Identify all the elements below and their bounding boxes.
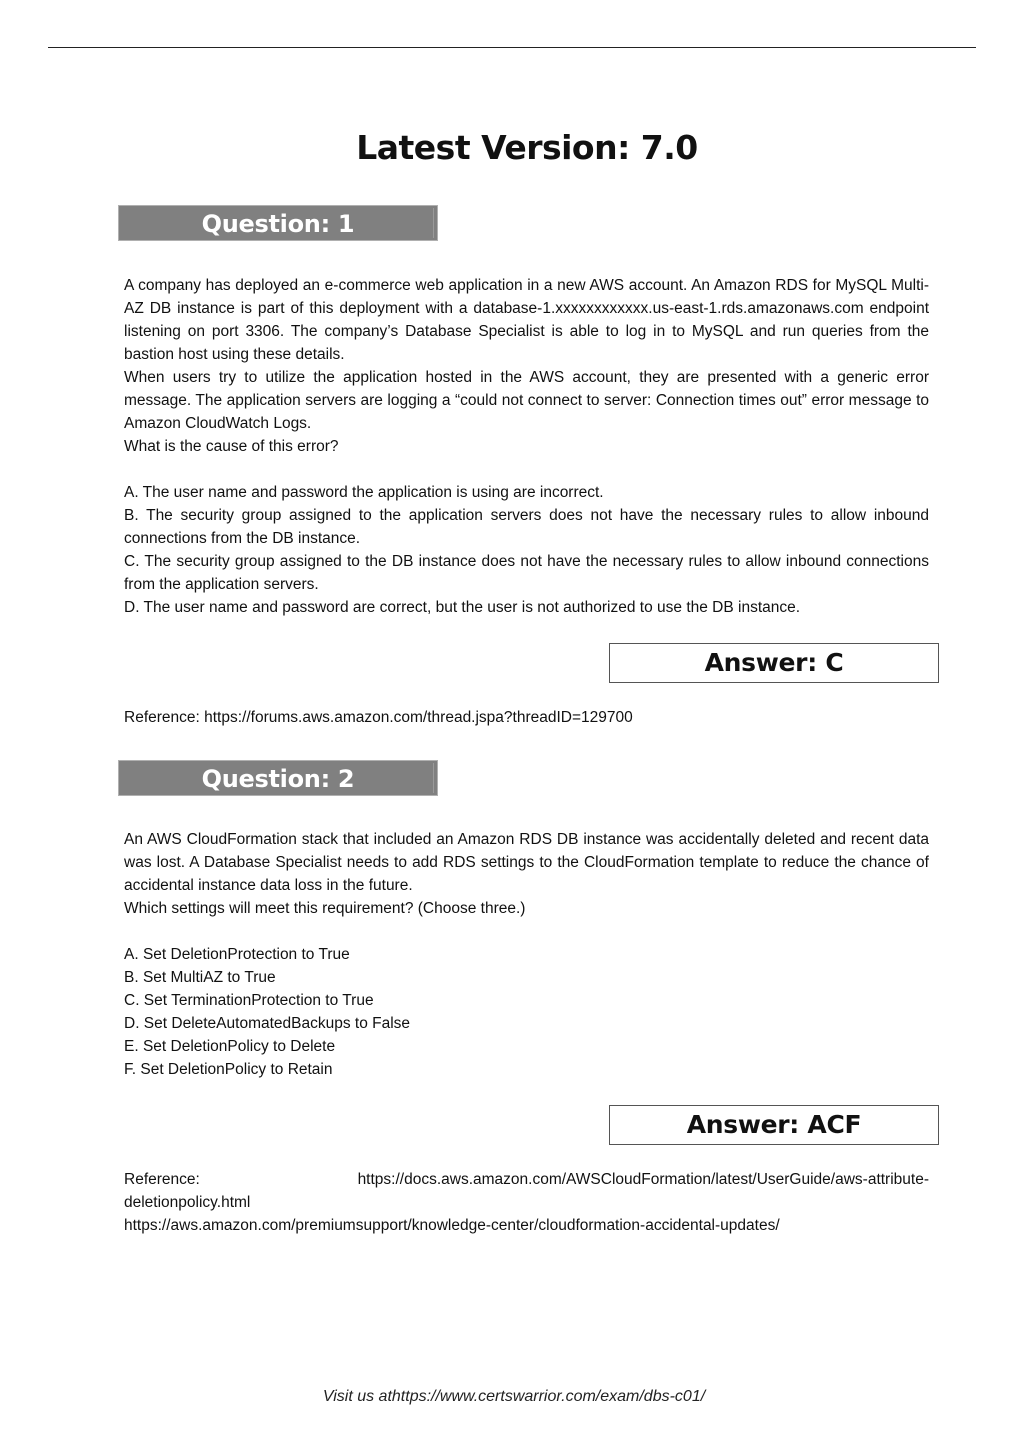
question-1-banner: Question: 1	[118, 205, 438, 241]
question-1-option-b: B. The security group assigned to the application servers does not have the necessary rules to allow inbound connections from the DB instance.	[124, 507, 929, 547]
question-2-option-c: C. Set TerminationProtection to True	[124, 992, 374, 1009]
top-divider	[48, 47, 976, 48]
question-2-reference-link-2[interactable]: https://aws.amazon.com/premiumsupport/knowledge-center/cloudformation-accidental-updates/	[124, 1217, 780, 1234]
question-2-option-f: F. Set DeletionPolicy to Retain	[124, 1061, 333, 1078]
question-2-reference-link-1-cont[interactable]: deletionpolicy.html	[124, 1194, 251, 1211]
question-1-body	[124, 274, 929, 619]
question-1-paragraph-1: A company has deployed an e-commerce web application in a new AWS account. An Amazon RDS for MySQL Multi-AZ DB instance is part of this deployment with a database-1.xxxxxxxxxxxx.us-east-1.rds.amazonaws.com endpoint listening on port 3306. The company’s Database Specialist is able to log in to MySQL and run queries from the bastion host using these details.	[124, 277, 929, 363]
question-2-body	[124, 828, 929, 1081]
question-2-reference-link-1[interactable]: https://docs.aws.amazon.com/AWSCloudFormation/latest/UserGuide/aws-attribute-	[357, 1171, 929, 1188]
question-1-option-a: A. The user name and password the application is using are incorrect.	[124, 484, 604, 501]
question-2-prompt: Which settings will meet this requirement? (Choose three.)	[124, 900, 526, 917]
question-1-prompt: What is the cause of this error?	[124, 438, 339, 455]
question-2-option-b: B. Set MultiAZ to True	[124, 969, 276, 986]
question-2-option-e: E. Set DeletionPolicy to Delete	[124, 1038, 336, 1055]
question-1-reference: Reference: https://forums.aws.amazon.com/thread.jspa?threadID=129700	[124, 709, 633, 726]
footer-visit-link[interactable]: Visit us athttps://www.certswarrior.com/exam/dbs-c01/	[322, 1388, 706, 1405]
question-2-reference	[124, 1168, 929, 1237]
question-1-answer-box: Answer: C	[609, 643, 939, 683]
question-2-option-d: D. Set DeleteAutomatedBackups to False	[124, 1015, 411, 1032]
page-title: Latest Version: 7.0	[356, 128, 698, 167]
question-2-answer-box: Answer: ACF	[609, 1105, 939, 1145]
question-2-reference-label: Reference:	[124, 1171, 200, 1188]
question-2-banner: Question: 2	[118, 760, 438, 796]
question-1-option-c: C. The security group assigned to the DB instance does not have the necessary rules to allow inbound connections from the application servers.	[124, 553, 929, 593]
question-2-paragraph-1: An AWS CloudFormation stack that included an Amazon RDS DB instance was accidentally deleted and recent data was lost. A Database Specialist needs to add RDS settings to the CloudFormation template to reduce the chance of accidental instance data loss in the future.	[124, 831, 929, 894]
question-1-paragraph-2: When users try to utilize the application hosted in the AWS account, they are presented with a generic error message. The application servers are logging a “could not connect to server: Connection times out” error message to Amazon CloudWatch Logs.	[124, 369, 929, 432]
question-2-option-a: A. Set DeletionProtection to True	[124, 946, 350, 963]
question-1-option-d: D. The user name and password are correct, but the user is not authorized to use the DB instance.	[124, 599, 801, 616]
